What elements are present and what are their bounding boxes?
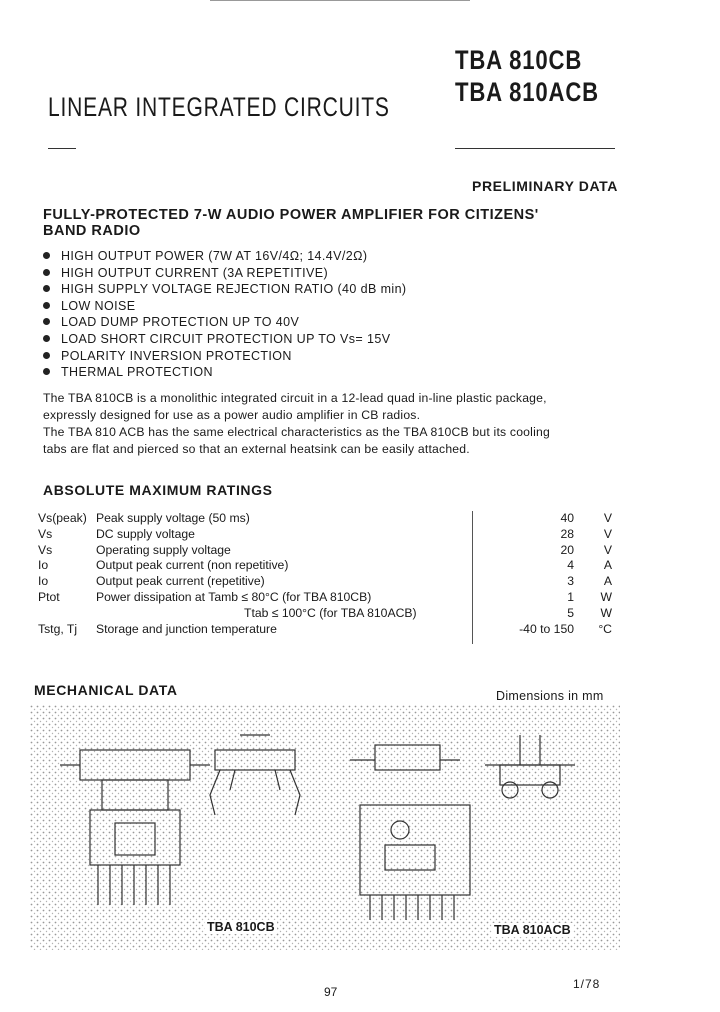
table-row: Ptot Power dissipation at Tamb ≤ 80°C (for TBA 810CB) 1 W xyxy=(38,589,612,604)
feature-item: HIGH OUTPUT POWER (7W AT 16V/4Ω; 14.4V/2Ω) xyxy=(43,248,407,265)
ratings-heading: ABSOLUTE MAXIMUM RATINGS xyxy=(43,482,273,498)
feature-item: THERMAL PROTECTION xyxy=(43,364,407,381)
bullet-icon xyxy=(43,318,50,325)
bullet-icon xyxy=(43,269,50,276)
feature-item: LOAD SHORT CIRCUIT PROTECTION UP TO Vs= 15V xyxy=(43,331,407,348)
description xyxy=(43,390,613,458)
table-row: Tstg, Tj Storage and junction temperature -40 to 150 °C xyxy=(38,621,612,636)
header-rule-left xyxy=(48,148,76,149)
table-divider xyxy=(472,511,473,644)
part-number-acb: TBA 810ACB xyxy=(455,77,599,107)
mechanical-heading: MECHANICAL DATA xyxy=(34,682,178,698)
drawing-label-acb: TBA 810ACB xyxy=(494,923,571,937)
header-rule-right xyxy=(455,148,615,149)
feature-item: LOAD DUMP PROTECTION UP TO 40V xyxy=(43,314,407,331)
document-title-line2: BAND RADIO xyxy=(43,223,141,239)
description-line: expressly designed for use as a power audio amplifier in CB radios. xyxy=(43,408,421,422)
package-outline-drawing xyxy=(30,705,620,950)
bullet-icon xyxy=(43,335,50,342)
ratings-table xyxy=(38,511,618,637)
document-title-line1: FULLY-PROTECTED 7-W AUDIO POWER AMPLIFIER FOR CITIZENS' xyxy=(43,207,539,223)
page-reference: 1/78 xyxy=(573,977,601,991)
table-row: Vs(peak) Peak supply voltage (50 ms) 40 V xyxy=(38,511,612,525)
bullet-icon xyxy=(43,368,50,375)
bullet-icon xyxy=(43,302,50,309)
table-row: Io Output peak current (non repetitive) 4 A xyxy=(38,558,612,573)
description-line: The TBA 810CB is a monolithic integrated circuit in a 12-lead quad in-line plastic package, xyxy=(43,391,547,405)
description-line: The TBA 810 ACB has the same electrical characteristics as the TBA 810CB but its cooling xyxy=(43,425,550,439)
feature-item: HIGH OUTPUT CURRENT (3A REPETITIVE) xyxy=(43,265,407,282)
feature-item: LOW NOISE xyxy=(43,298,407,315)
table-row: Vs Operating supply voltage 20 V xyxy=(38,542,612,557)
description-line: tabs are flat and pierced so that an external heatsink can be easily attached. xyxy=(43,442,470,456)
feature-item: POLARITY INVERSION PROTECTION xyxy=(43,348,407,365)
page-number: 97 xyxy=(324,985,338,999)
bullet-icon xyxy=(43,252,50,259)
drawing-label-cb: TBA 810CB xyxy=(207,920,275,934)
mechanical-drawing xyxy=(30,705,620,950)
table-row: Vs DC supply voltage 28 V xyxy=(38,526,612,541)
status-label: PRELIMINARY DATA xyxy=(472,178,618,194)
bullet-icon xyxy=(43,285,50,292)
table-row: Ttab ≤ 100°C (for TBA 810ACB) 5 W xyxy=(244,605,612,620)
units-note: Dimensions in mm xyxy=(496,689,604,703)
section-title: LINEAR INTEGRATED CIRCUITS xyxy=(48,92,390,122)
feature-list xyxy=(43,248,407,381)
part-number-cb: TBA 810CB xyxy=(455,45,583,75)
bullet-icon xyxy=(43,352,50,359)
top-edge-rule xyxy=(210,0,470,1)
table-row: Io Output peak current (repetitive) 3 A xyxy=(38,574,612,589)
document-title xyxy=(43,207,643,239)
feature-item: HIGH SUPPLY VOLTAGE REJECTION RATIO (40 dB min) xyxy=(43,281,407,298)
